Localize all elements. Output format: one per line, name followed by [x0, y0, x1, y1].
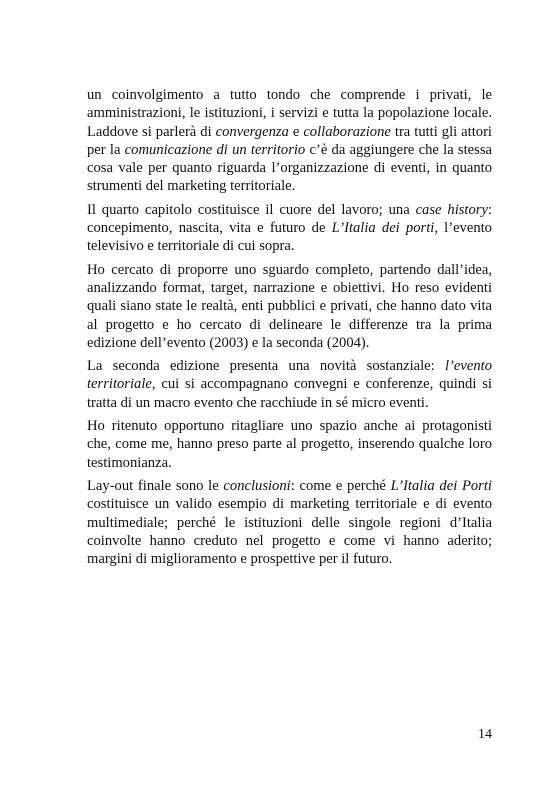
text-run: e [288, 123, 304, 140]
italic-text-run: conclusioni [223, 477, 291, 494]
italic-text-run: L’Italia dei Porti [390, 477, 492, 494]
text-run: Il quarto capitolo costituisce il cuore del lavoro; una [87, 201, 416, 218]
paragraph [87, 86, 492, 196]
paragraph [87, 261, 492, 352]
text-run: Ho cercato di proporre uno sguardo completo, partendo dall’idea, analizzando format, target, narrazione e obiettivi. Ho reso evidenti quali siano state le realtà, enti pubblici e privati, che hanno dato vita al progetto e ho cercato di delineare le differenze tra la prima edizione dell’evento (2003) e la seconda (2004). [87, 261, 492, 351]
text-run: : concepimento, nascita, vita e futuro de [87, 201, 492, 237]
italic-text-run: collaborazione [303, 123, 391, 140]
text-run: un coinvolgimento a tutto tondo che comprende i privati, le amministrazioni, le istituzioni, i servizi e tutta la popolazione locale. Laddove si parlerà di [87, 87, 492, 140]
text-run: tra tutti gli attori per la [87, 123, 492, 158]
page-number: 14 [478, 727, 492, 742]
text-run: Lay-out finale sono le [87, 477, 224, 494]
paragraph [87, 477, 492, 568]
italic-text-run: case history [415, 201, 488, 218]
paragraph [87, 357, 492, 412]
italic-text-run: l’evento territoriale [87, 358, 492, 393]
text-run: l’evento televisivo e territoriale di cui sopra. [87, 220, 492, 255]
text-run: La seconda edizione presenta una novità sostanziale: [87, 358, 445, 375]
text-run: Ho ritenuto opportuno ritagliare uno spazio anche ai protagonisti che, come me, hanno preso parte al progetto, inserendo qualche loro testimonianza. [87, 418, 492, 471]
italic-text-run: convergenza [215, 123, 289, 140]
paragraph [87, 201, 492, 256]
italic-text-run: comunicazione di un territorio [124, 141, 306, 158]
paragraph [87, 417, 492, 472]
body-text [87, 86, 492, 573]
text-run: c’è da aggiungere che la stessa cosa vale per quanto riguarda l’organizzazione di eventi, in quanto strumenti del marketing territoriale. [87, 141, 492, 195]
italic-text-run: L’Italia dei porti, [331, 220, 438, 237]
text-run: : come e perché [290, 477, 391, 494]
text-run: costituisce un valido esempio di marketing territoriale e di evento multimediale; perché le istituzioni delle singole regioni d’Italia coinvolte hanno creduto nel progetto e come vi hanno aderito; margini di miglioramento e prospettive per il futuro. [87, 496, 492, 568]
text-run: , cui si accompagnano convegni e conferenze, quindi si tratta di un macro evento che racchiude in sé micro eventi. [87, 376, 492, 411]
